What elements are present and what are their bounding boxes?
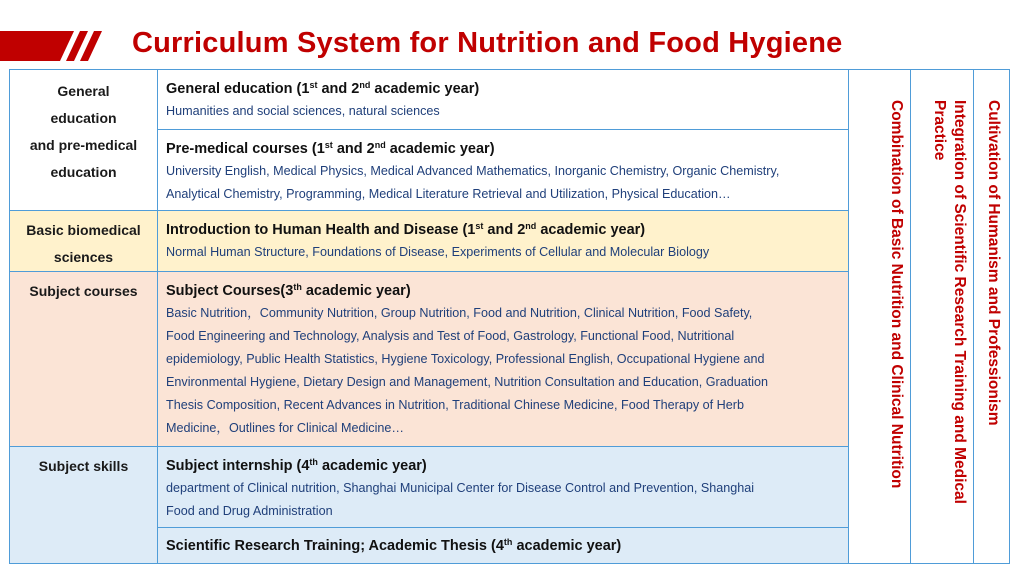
curriculum-rows [9, 69, 848, 564]
page-title: Curriculum System for Nutrition and Food Hygiene [132, 27, 843, 59]
side-column-text: Combination of Basic Nutrition and Clinical Nutrition [888, 100, 905, 489]
course-description: department of Clinical nutrition, Shanghai Municipal Center for Disease Control and Prevention, Shanghai [166, 481, 755, 495]
row-content [158, 447, 848, 563]
course-block [158, 272, 848, 447]
course-heading: Subject Courses(3th academic year) [166, 282, 411, 299]
course-block [158, 447, 848, 528]
curriculum-table [9, 69, 1010, 564]
course-description: Environmental Hygiene, Dietary Design and Management, Nutrition Consultation and Education, Graduation [166, 375, 769, 389]
row-subject-courses [10, 272, 848, 447]
title-decoration-stripes [0, 31, 118, 61]
category-line: Subject skills [38, 458, 129, 474]
course-description: Normal Human Structure, Foundations of Disease, Experiments of Cellular and Molecular Biology [166, 245, 710, 259]
category-line: General [57, 83, 110, 99]
category-line: and pre-medical [29, 137, 138, 153]
category-line: Basic biomedical [26, 222, 141, 238]
course-heading: Pre-medical courses (1st and 2nd academic year) [166, 140, 495, 157]
row-basic-biomedical [10, 211, 848, 272]
category-line: sciences [53, 249, 114, 265]
category-cell [10, 70, 158, 210]
course-block [158, 528, 848, 563]
course-heading: Subject internship (4th academic year) [166, 457, 427, 474]
row-subject-skills [10, 447, 848, 563]
side-column-clinical-nutrition [848, 69, 911, 564]
category-line: education [50, 164, 117, 180]
row-general-premedical [10, 70, 848, 211]
course-heading: General education (1st and 2nd academic year) [166, 80, 480, 97]
row-content [158, 272, 848, 446]
side-column-humanism [973, 69, 1010, 564]
category-cell [10, 447, 158, 563]
category-cell [10, 272, 158, 446]
course-description: Humanities and social sciences, natural sciences [166, 104, 440, 118]
side-column-research-training [910, 69, 974, 564]
row-content [158, 211, 848, 271]
side-column-text: Integration of Scientific Research Training and Medical Practice [931, 100, 968, 504]
category-line: Subject courses [29, 283, 138, 299]
course-description: Food Engineering and Technology, Analysis and Test of Food, Gastrology, Functional Food, Nutritional [166, 329, 735, 343]
course-block [158, 211, 848, 272]
course-description: Analytical Chemistry, Programming, Medical Literature Retrieval and Utilization, Physical Education… [166, 187, 731, 201]
course-block [158, 130, 848, 211]
course-heading: Introduction to Human Health and Disease (1st and 2nd academic year) [166, 221, 646, 238]
course-description: Thesis Composition, Recent Advances in Nutrition, Traditional Chinese Medicine, Food Therapy of Herb [166, 398, 744, 412]
row-content [158, 70, 848, 210]
course-description: Medicine，Outlines for Clinical Medicine… [166, 421, 404, 435]
course-description: epidemiology, Public Health Statistics, Hygiene Toxicology, Professional English, Occupational Hygiene and [166, 352, 765, 366]
course-block [158, 70, 848, 130]
category-line: education [50, 110, 117, 126]
course-description: University English, Medical Physics, Medical Advanced Mathematics, Inorganic Chemistry, Organic Chemistry, [166, 164, 780, 178]
course-description: Basic Nutrition，Community Nutrition, Group Nutrition, Food and Nutrition, Clinical Nutrition, Food Safety, [166, 306, 753, 320]
side-column-text: Cultivation of Humanism and Professionism [985, 100, 1002, 426]
course-heading: Scientific Research Training; Academic Thesis (4th academic year) [166, 537, 622, 554]
course-description: Food and Drug Administration [166, 504, 333, 518]
category-cell [10, 211, 158, 271]
